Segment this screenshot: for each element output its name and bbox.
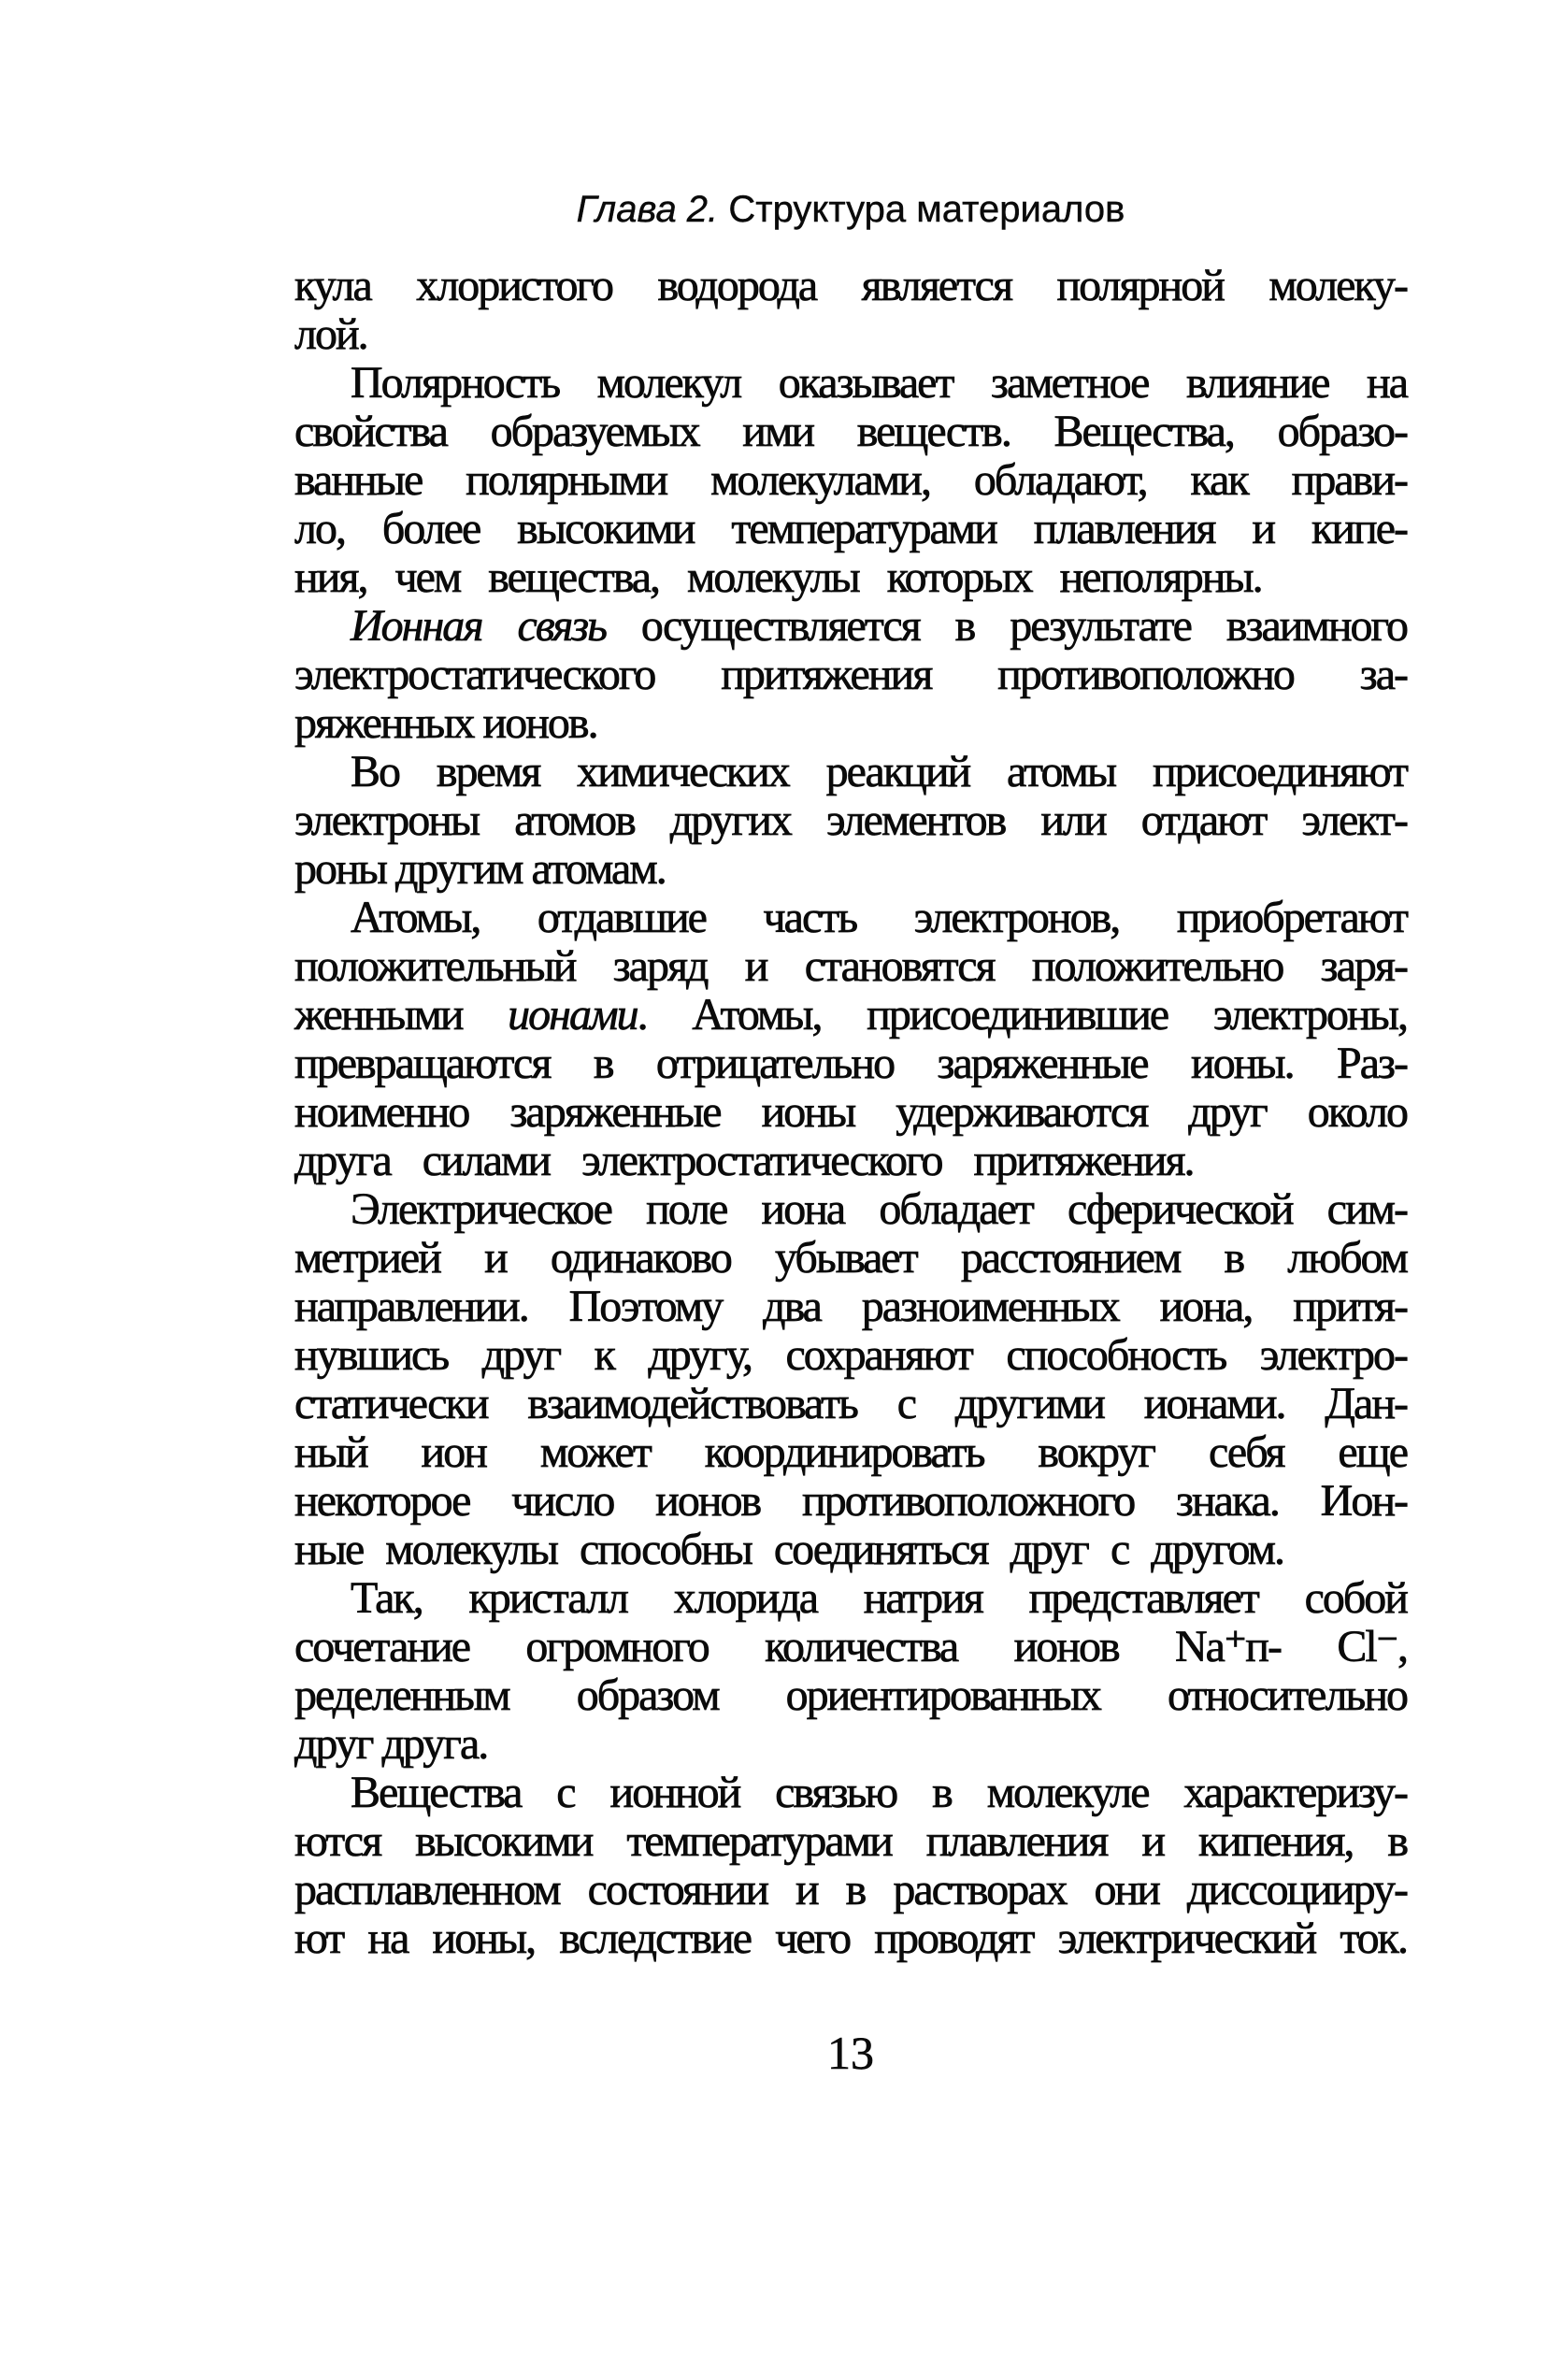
text-segment: ряженных ионов.: [294, 698, 597, 748]
text-line: [294, 1428, 1407, 1477]
chapter-title: Структура материалов: [728, 189, 1125, 230]
text-line: [294, 1526, 1407, 1574]
text-line: [294, 1380, 1407, 1428]
paragraph: [294, 894, 1407, 1185]
paragraph: [294, 748, 1407, 894]
paragraph: [294, 262, 1407, 359]
text-line: [294, 942, 1407, 991]
text-segment: ло, более высокими температурами плавления и кипе-: [294, 504, 1407, 553]
text-segment: расплавленном состоянии и в растворах они диссоцииру-: [294, 1865, 1407, 1914]
paragraph: [294, 359, 1407, 602]
paragraph: [294, 1769, 1407, 1963]
text-segment: ный ион может координировать вокруг себя еще: [294, 1427, 1407, 1477]
running-header: [294, 189, 1407, 230]
text-segment: ния, чем вещества, молекулы которых неполярны.: [294, 552, 1262, 602]
text-line: [294, 1039, 1407, 1088]
italic-text-segment: Ионная связь: [351, 601, 606, 651]
text-segment: статически взаимодействовать с другими ионами. Дан-: [294, 1379, 1407, 1428]
text-line: [294, 1720, 1407, 1769]
text-line: [294, 1331, 1407, 1380]
text-line: [294, 456, 1407, 505]
text-line: [294, 1671, 1407, 1720]
text-line: [294, 991, 1407, 1039]
text-line: [294, 845, 1407, 894]
text-line: [294, 1817, 1407, 1866]
text-segment: некоторое число ионов противоположного знака. Ион-: [294, 1476, 1407, 1526]
text-line: [294, 262, 1407, 310]
text-segment: свойства образуемых ими веществ. Вещества, образо-: [294, 407, 1407, 456]
text-line: [294, 359, 1407, 408]
text-segment: Полярность молекул оказывает заметное влияние на: [351, 358, 1407, 408]
text-line: [294, 1088, 1407, 1137]
paragraph: [294, 1574, 1407, 1769]
text-segment: направлении. Поэтому два разноименных иона, притя-: [294, 1282, 1407, 1331]
text-segment: ные молекулы способны соединяться друг с другом.: [294, 1525, 1284, 1574]
paragraph: [294, 602, 1407, 748]
text-segment: Так, кристалл хлорида натрия представляет собой: [351, 1573, 1407, 1623]
text-line: [294, 1623, 1407, 1671]
text-line: [294, 310, 1407, 359]
text-segment: ванные полярными молекулами, обладают, как прави-: [294, 455, 1407, 505]
text-segment: друга силами электростатического притяжения.: [294, 1136, 1194, 1185]
text-line: [294, 602, 1407, 651]
text-line: [294, 796, 1407, 845]
text-segment: осуществляется в результате взаимного: [605, 601, 1407, 651]
text-line: [294, 1137, 1407, 1185]
text-line: [294, 651, 1407, 699]
text-line: [294, 408, 1407, 456]
text-line: [294, 1574, 1407, 1623]
paragraph: [294, 1185, 1407, 1574]
text-line: [294, 1283, 1407, 1331]
text-line: [294, 1477, 1407, 1526]
text-segment: Электрическое поле иона обладает сферической сим-: [351, 1184, 1407, 1234]
text-segment: метрией и одинаково убывает расстоянием в любом: [294, 1233, 1407, 1283]
text-segment: нувшись друг к другу, сохраняют способность электро-: [294, 1330, 1407, 1380]
text-segment: ются высокими температурами плавления и кипения, в: [294, 1816, 1407, 1866]
text-line: [294, 505, 1407, 553]
text-segment: Атомы, отдавшие часть электронов, приобретают: [351, 893, 1407, 942]
text-line: [294, 1866, 1407, 1914]
text-segment: превращаются в отрицательно заряженные ионы. Раз-: [294, 1039, 1407, 1088]
text-segment: положительный заряд и становятся положительно заря-: [294, 941, 1407, 991]
text-segment: Вещества с ионной связью в молекуле характеризу-: [351, 1768, 1407, 1817]
text-segment: ределенным образом ориентированных относительно: [294, 1670, 1407, 1720]
text-line: [294, 553, 1407, 602]
text-line: [294, 1914, 1407, 1963]
text-segment: . Атомы, присоединившие электроны,: [637, 990, 1407, 1039]
text-segment: электростатического притяжения противоположно за-: [294, 650, 1407, 699]
text-segment: ноименно заряженные ионы удерживаются друг около: [294, 1087, 1407, 1137]
text-body: [294, 262, 1407, 1963]
text-segment: Во время химических реакций атомы присоединяют: [351, 747, 1407, 796]
text-segment: роны другим атомам.: [294, 844, 666, 894]
text-segment: лой.: [294, 309, 367, 359]
text-line: [294, 748, 1407, 796]
text-segment: сочетание огромного количества ионов Nа⁺п- Cl⁻,: [294, 1622, 1407, 1671]
italic-text-segment: ионами: [508, 990, 638, 1039]
text-line: [294, 1769, 1407, 1817]
text-segment: кула хлористого водорода является полярной молеку-: [294, 261, 1407, 310]
chapter-label: Глава 2.: [576, 189, 719, 230]
text-line: [294, 699, 1407, 748]
text-line: [294, 1234, 1407, 1283]
text-line: [294, 894, 1407, 942]
page-number: 13: [827, 2027, 874, 2079]
text-segment: женными: [294, 990, 509, 1039]
text-segment: друг друга.: [294, 1719, 488, 1769]
text-line: [294, 1185, 1407, 1234]
text-segment: ют на ионы, вследствие чего проводят электрический ток.: [294, 1914, 1407, 1963]
text-segment: электроны атомов других элементов или отдают элект-: [294, 796, 1407, 845]
